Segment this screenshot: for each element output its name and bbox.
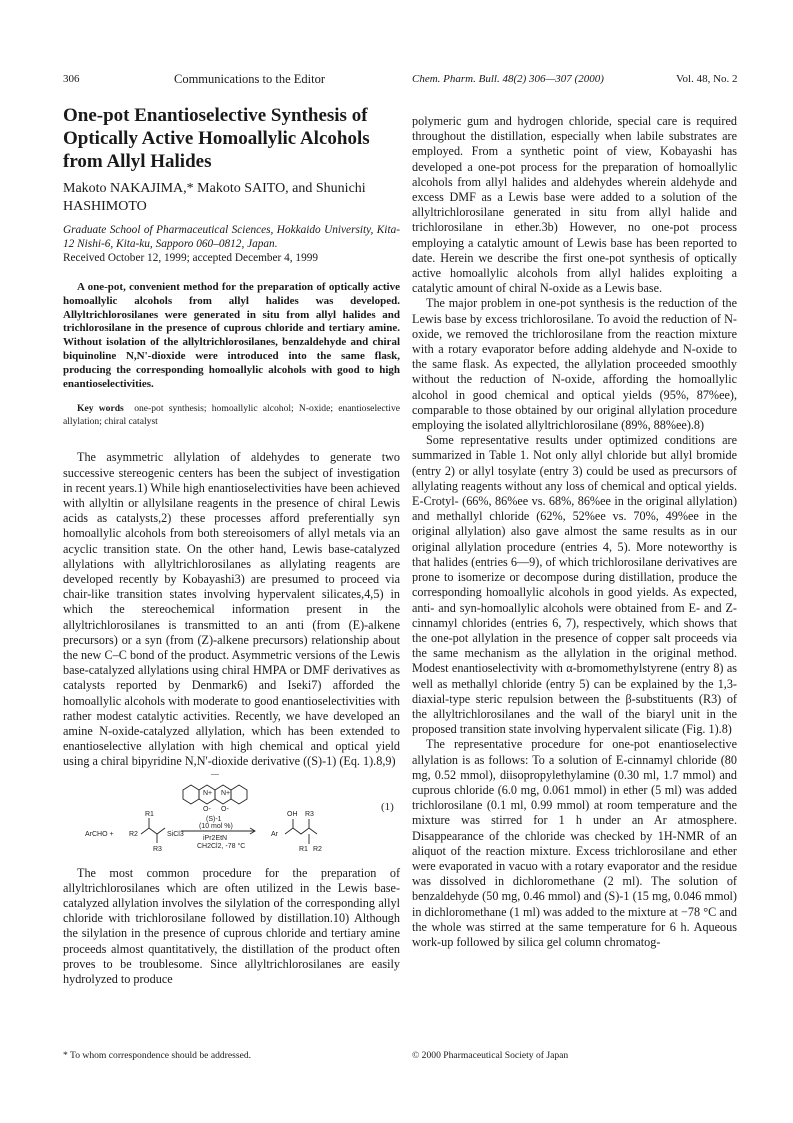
product-r1-label: R1	[299, 845, 308, 853]
n-oxide-right: N+	[221, 789, 231, 797]
copyright-notice: © 2000 Pharmaceutical Society of Japan	[412, 1050, 569, 1061]
affiliation: Graduate School of Pharmaceutical Sciences, Hokkaido University, Kita-12 Nishi-6, Kita-ku, Sapporo 060–0812, Japan.	[63, 224, 400, 250]
body-paragraph-6: The representative procedure for one-pot enantioselective allylation is as follows: To a solution of E-cinnamyl chloride (80 mg, 0.52 mmol), diisopropylethylamine (0.30 ml, 1.7 mmol) and cuprous chloride (6.0 mg, 0.061 mmol) in ether (5 ml) was added trichlorosilane (0.1 ml, 0.99 mmol) at room temperature and the mixture was stirred for 1 h under an Ar atmosphere. Disappearance of the chloride was checked by 1H-NMR of an aliquot of the reaction mixture. Excess trichlorosilane and ether were evaporated in vacuo with a rotary evaporator and the residue was dissolved in dichloromethane (2 ml). The solution of benzaldehyde (50 mg, 0.46 mmol) and (S)-1 (15 mg, 0.046 mmol) in dichloromethane (1 ml) was added to the mixture at −78 °C and the whole was stirred at the same temperature for 6 h. Aqueous work-up followed by silica gel column chromatog-	[412, 737, 737, 949]
quinoline-ring-left-a	[183, 785, 199, 804]
r3-label: R3	[153, 845, 162, 853]
volume-label: Vol. 48, No. 2	[676, 73, 738, 85]
keywords-label: Key words	[77, 403, 124, 415]
product-r3-label: R3	[305, 810, 314, 818]
reaction-scheme-graphic	[63, 774, 400, 856]
body-paragraph-2: The most common procedure for the preparation of allyltrichlorosilanes which are often utilized in the Lewis base-catalyzed allylation involves the silylation of the corresponding allyl chloride with trichlorosilane followed by distillation.10) Although the silylation in the presence of cuprous chloride and tertiary amine proceeds almost quantitatively, the distillation of the product often proves to be troublesome. Since allyltrichlorosilanes are easily hydrolyzed to produce	[63, 865, 400, 987]
keywords	[63, 403, 400, 428]
quinoline-ring-right-b	[231, 785, 247, 804]
r2-label: R2	[129, 830, 138, 838]
keywords-text: one-pot synthesis; homoallylic alcohol; N-oxide; enantioselective allylation; chiral catalyst	[63, 403, 401, 427]
received-dates: Received October 12, 1999; accepted December 4, 1999	[63, 252, 319, 264]
section-title: Communications to the Editor	[174, 72, 326, 86]
oxide-right: O-	[221, 805, 229, 813]
sicl3-label: SiCl3	[167, 830, 184, 838]
aldehyde-label: ArCHO +	[85, 830, 114, 838]
journal-citation: Chem. Pharm. Bull. 48(2) 306—307 (2000)	[412, 73, 604, 85]
r1-label: R1	[145, 810, 154, 818]
body-paragraph-1: The asymmetric allylation of aldehydes to generate two successive stereogenic centers has been the subject of investigation in recent years.1) While high enantioselectivities have been achieved with allyltin or allylsilane reagents in the presence of chiral Lewis acids as catalysts,2) these processes afford preferentially syn homoallylic alcohols from both stereoisomers of allyl metals via an acyclic transition state. On the other hand, Lewis base-catalyzed allylations with allyltrichlorosilanes as allylating reagents are developed recently by Kobayashi3) are presumed to proceed via chair-like transition states involving hypervalent silicates,4,5) in which the stereochemical information present in the allyltrichlorosilanes is transmitted to an anti (from (E)-alkene precursors) or a syn (from (Z)-alkene precursors) relationship about the new C–C bond of the product. Asymmetric versions of the Lewis base-catalyzed allylations using chiral HMPA or DMF derivatives as catalysts reported by Denmark6) and Iseki7) afforded the homoallylic alcohols with moderate to good enantioselectivities with rather modest catalytic activities. Recently, we have developed an amine N-oxide-catalyzed allylation, which has been extended to enantioselective allylation with high chemical and optical yield using a chiral bipyridine N,N'-dioxide derivative ((S)-1) (Eq. 1).8,9)	[63, 450, 400, 769]
author-list: Makoto NAKAJIMA,* Makoto SAITO, and Shunichi HASHIMOTO	[63, 181, 366, 214]
correspondence-footnote: * To whom correspondence should be addressed.	[63, 1050, 252, 1061]
body-paragraph-4: The major problem in one-pot synthesis is the reduction of the Lewis base by excess trichlorosilane. To avoid the reduction of N-oxide, we removed the trichlorosilane from the reaction mixture with a rotary evaporator before adding aldehyde and N-oxide to the same flask. As expected, the allylation proceeded smoothly without the reduction of N-oxide, affording the homoallylic alcohol in good chemical and optical yields (95%, 87%ee), comparable to those obtained by our original allylation procedure employing the isolated allyltrichlorosilane (89%, 88%ee).8)	[412, 296, 737, 433]
right-column	[412, 114, 737, 950]
oxide-left: O-	[203, 805, 211, 813]
left-column	[63, 104, 400, 987]
body-paragraph-5: Some representative results under optimized conditions are summarized in Table 1. Not only allyl chloride but allyl bromide (entry 2) or allyl tosylate (entry 3) could be used as precursors of allylating reagents without any loss of chemical and optical yields. E-Crotyl- (66%, 86%ee vs. 68%, 86%ee in the original allylation) and methallyl chloride (62%, 52%ee vs. 70%, 49%ee in the original allylation) also gave almost the same results as in our original allylation procedure (entries 4, 5). More noteworthy is that halides (entries 6—9), of which trichlorosilane derivatives are prone to isomerize or decompose during distillation, produce the corresponding homoallylic alcohols in good yields. As expected, anti- and syn-homoallylic alcohols were obtained from E- and Z-cinnamyl chlorides (entries 6, 7), respectively, which shows that the one-pot allylation in the presence of copper salt proceeds via the same mechanism as the allylation in the original method. Modest enantioselectivity with α-bromomethylstyrene (entry 8) as well as methallyl chloride (entry 5) can be explained by the 1,3-diaxial-type steric repulsion between the β-substituents (R3) of the allyltrichlorosilanes and the wall of the biaryl unit in the proposed transition state involving hypervalent silicate (Fig. 1).8)	[412, 433, 737, 737]
ar-label: Ar	[271, 830, 278, 838]
oh-label: OH	[287, 810, 298, 818]
article-title: One-pot Enantioselective Synthesis of Optically Active Homoallylic Alcohols from Allyl Halides	[63, 105, 370, 172]
catalyst-loading: (10 mol %)	[199, 822, 233, 830]
page-number: 306	[63, 73, 80, 85]
allylsilane-chain	[141, 828, 165, 834]
equation-1-scheme	[63, 774, 400, 856]
product-r2-label: R2	[313, 845, 322, 853]
catalyst-label: (S)-1	[206, 815, 222, 823]
product-chain	[285, 828, 317, 834]
abstract: A one-pot, convenient method for the preparation of optically active homoallylic alcohols from allyl halides was developed. Allyltrichlorosilanes were generated in situ from allyl halides and trichlorosilane in the presence of cuprous chloride and tertiary amine. Without isolation of the allyltrichlorosilanes, benzaldehyde and chiral biquinoline N,N'-dioxide were introduced into the same flask, producing the corresponding homoallylic alcohols with good to high enantioselectivities.	[63, 281, 400, 390]
conditions-label: CH2Cl2, -78 °C	[197, 842, 246, 850]
base-label: iPr2EtN	[203, 834, 228, 842]
body-paragraph-3: polymeric gum and hydrogen chloride, special care is required throughout the distillation, especially when labile substrates are employed. From a synthetic point of view, Kobayashi has developed a one-pot process for the preparation of homoallylic alcohols from allyl halides and aldehydes wherein aldehyde and excess DMF as a Lewis base were added to a solution of the allyltrichlorosilane generated in situ from allyl halide and trichlorosilane in ether.3b) However, no one-pot process employing a catalytic amount of Lewis base has been reported to date. Herein we describe the first one-pot synthesis of optically active homoallylic alcohols from allyl halides exploiting a catalytic amount of chiral N-oxide as a Lewis base.	[412, 114, 737, 296]
n-oxide-left: N+	[203, 789, 213, 797]
equation-number: (1)	[381, 800, 394, 813]
